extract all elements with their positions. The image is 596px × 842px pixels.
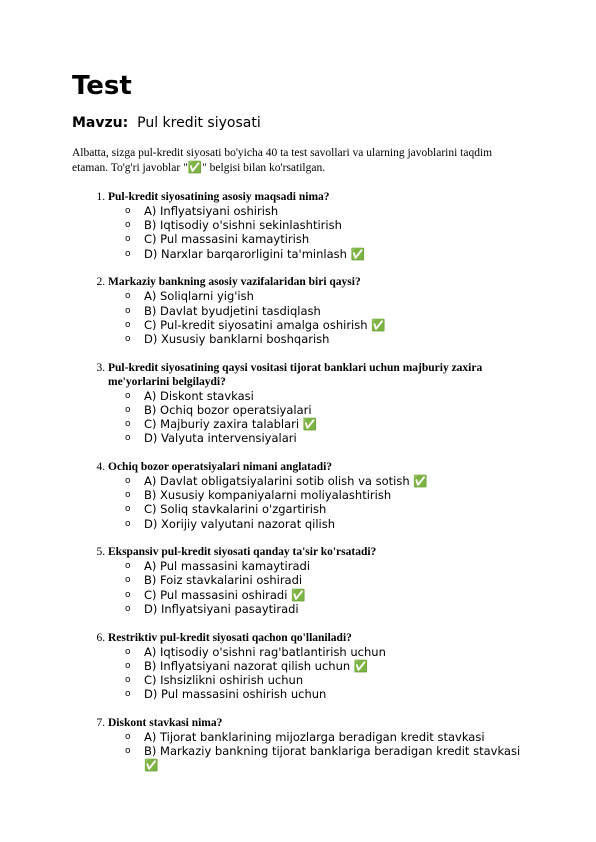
bullet-icon: o (125, 518, 131, 529)
answer-option (108, 645, 527, 659)
answer-list (108, 204, 527, 261)
question-list (72, 190, 527, 772)
question-text: 5. Ekspansiv pul-kredit siyosati qanday ta'sir ko'rsatadi? (108, 546, 377, 559)
answer-option (108, 204, 527, 218)
answer-option (108, 488, 527, 502)
question-text: 3. Pul-kredit siyosatining qaysi vositasi tijorat banklari uchun majburiy zaxira me'yorlarini belgilaydi? (108, 361, 483, 388)
answer-option (108, 659, 527, 673)
question-text: 6. Restriktiv pul-kredit siyosati qachon qo'llaniladi? (108, 631, 352, 644)
answer-option (108, 517, 527, 531)
answer-list (108, 645, 527, 702)
answer-list (108, 389, 527, 446)
answer-text: A) Soliqlarni yig'ish (144, 289, 254, 304)
answer-text: C) Pul-kredit siyosatini amalga oshirish ✅ (144, 317, 386, 332)
answer-text: B) Ochiq bozor operatsiyalari (144, 402, 312, 417)
answer-option (108, 247, 527, 261)
answer-list (108, 474, 527, 531)
answer-option (108, 730, 527, 744)
answer-text: A) Davlat obligatsiyalarini sotib olish va sotish ✅ (144, 473, 428, 488)
bullet-icon: o (125, 504, 131, 515)
answer-text: D) Valyuta intervensiyalari (144, 431, 297, 446)
answer-text: D) Pul massasini oshirish uchun (144, 687, 327, 702)
answer-text: B) Inflyatsiyani nazorat qilish uchun ✅ (144, 658, 369, 673)
answer-option (108, 417, 527, 431)
question-item (108, 716, 527, 773)
answer-text: C) Pul massasini kamaytirish (144, 232, 310, 247)
answer-list (108, 559, 527, 616)
question-text: 7. Diskont stavkasi nima? (108, 716, 223, 729)
answer-option (108, 289, 527, 303)
bullet-icon: o (125, 319, 131, 330)
bullet-icon: o (125, 746, 131, 757)
bullet-icon: o (125, 333, 131, 344)
answer-text: B) Xususiy kompaniyalarni moliyalashtirish (144, 488, 392, 503)
document-content (72, 70, 527, 787)
answer-text: A) Diskont stavkasi (144, 388, 254, 403)
answer-text: A) Iqtisodiy o'sishni rag'batlantirish uchun (144, 644, 386, 659)
bullet-icon: o (125, 490, 131, 501)
bullet-icon: o (125, 575, 131, 586)
bullet-icon: o (125, 248, 131, 259)
bullet-icon: o (125, 731, 131, 742)
document-title: Test (72, 71, 132, 101)
bullet-icon: o (125, 291, 131, 302)
answer-option (108, 673, 527, 687)
answer-list (108, 289, 527, 346)
answer-option (108, 218, 527, 232)
answer-text: A) Pul massasini kamaytiradi (144, 559, 311, 574)
topic-label: Mavzu: (72, 115, 129, 131)
answer-text: B) Davlat byudjetini tasdiqlash (144, 303, 321, 318)
answer-option (108, 403, 527, 417)
bullet-icon: o (125, 689, 131, 700)
bullet-icon: o (125, 305, 131, 316)
bullet-icon: o (125, 603, 131, 614)
answer-option (108, 588, 527, 602)
bullet-icon: o (125, 404, 131, 415)
bullet-icon: o (125, 660, 131, 671)
bullet-icon: o (125, 433, 131, 444)
question-text: 2. Markaziy bankning asosiy vazifalaridan biri qaysi? (108, 276, 361, 289)
topic-line (72, 114, 527, 132)
topic-value: Pul kredit siyosati (137, 115, 261, 131)
answer-text: B) Iqtisodiy o'sishni sekinlashtirish (144, 218, 342, 233)
question-item (108, 460, 527, 531)
answer-option (108, 474, 527, 488)
answer-text: D) Narxlar barqarorligini ta'minlash ✅ (144, 246, 365, 261)
question-item (108, 545, 527, 616)
answer-option (108, 304, 527, 318)
answer-option (108, 431, 527, 445)
bullet-icon: o (125, 220, 131, 231)
question-item (108, 631, 527, 702)
bullet-icon: o (125, 206, 131, 216)
answer-text: D) Xususiy banklarni boshqarish (144, 331, 330, 346)
answer-option (108, 573, 527, 587)
bullet-icon: o (125, 589, 131, 600)
answer-option (108, 744, 527, 772)
question-item (108, 190, 527, 261)
bullet-icon: o (125, 475, 131, 486)
bullet-icon: o (125, 561, 131, 572)
answer-text: D) Xorijiy valyutani nazorat qilish (144, 516, 336, 531)
answer-text: C) Ishsizlikni oshirish uchun (144, 672, 304, 687)
answer-option (108, 232, 527, 246)
bullet-icon: o (125, 646, 131, 657)
bullet-icon: o (125, 674, 131, 685)
question-item (108, 361, 527, 446)
answer-text: D) Inflyatsiyani pasaytiradi (144, 601, 299, 616)
bullet-icon: o (125, 390, 131, 401)
answer-text: C) Soliq stavkalarini o'zgartirish (144, 502, 327, 517)
bullet-icon: o (125, 419, 131, 430)
answer-option (108, 332, 527, 346)
question-text: 1. Pul-kredit siyosatining asosiy maqsadi nima? (108, 191, 330, 203)
answer-text: B) Foiz stavkalarini oshiradi (144, 573, 303, 588)
answer-option (108, 389, 527, 403)
answer-text: A) Tijorat banklarining mijozlarga beradigan kredit stavkasi (144, 729, 485, 744)
question-item (108, 275, 527, 346)
answer-option (108, 559, 527, 573)
answer-text: C) Pul massasini oshiradi ✅ (144, 587, 306, 602)
question-text: 4. Ochiq bozor operatsiyalari nimani anglatadi? (108, 460, 333, 473)
answer-option (108, 687, 527, 701)
answer-list (108, 730, 527, 773)
answer-text: C) Majburiy zaxira talablari ✅ (144, 417, 318, 432)
answer-text: A) Inflyatsiyani oshirish (144, 204, 279, 218)
answer-option (108, 502, 527, 516)
intro-paragraph: Albatta, sizga pul-kredit siyosati bo'yicha 40 ta test savollari va ularning javoblarini taqdim etaman. To'g'ri javoblar "✅" belgisi bilan ko'rsatilgan. (72, 147, 493, 174)
answer-text: B) Markaziy bankning tijorat banklariga beradigan kredit stavkasi ✅ (144, 744, 521, 773)
bullet-icon: o (125, 234, 131, 245)
answer-option (108, 318, 527, 332)
answer-option (108, 602, 527, 616)
